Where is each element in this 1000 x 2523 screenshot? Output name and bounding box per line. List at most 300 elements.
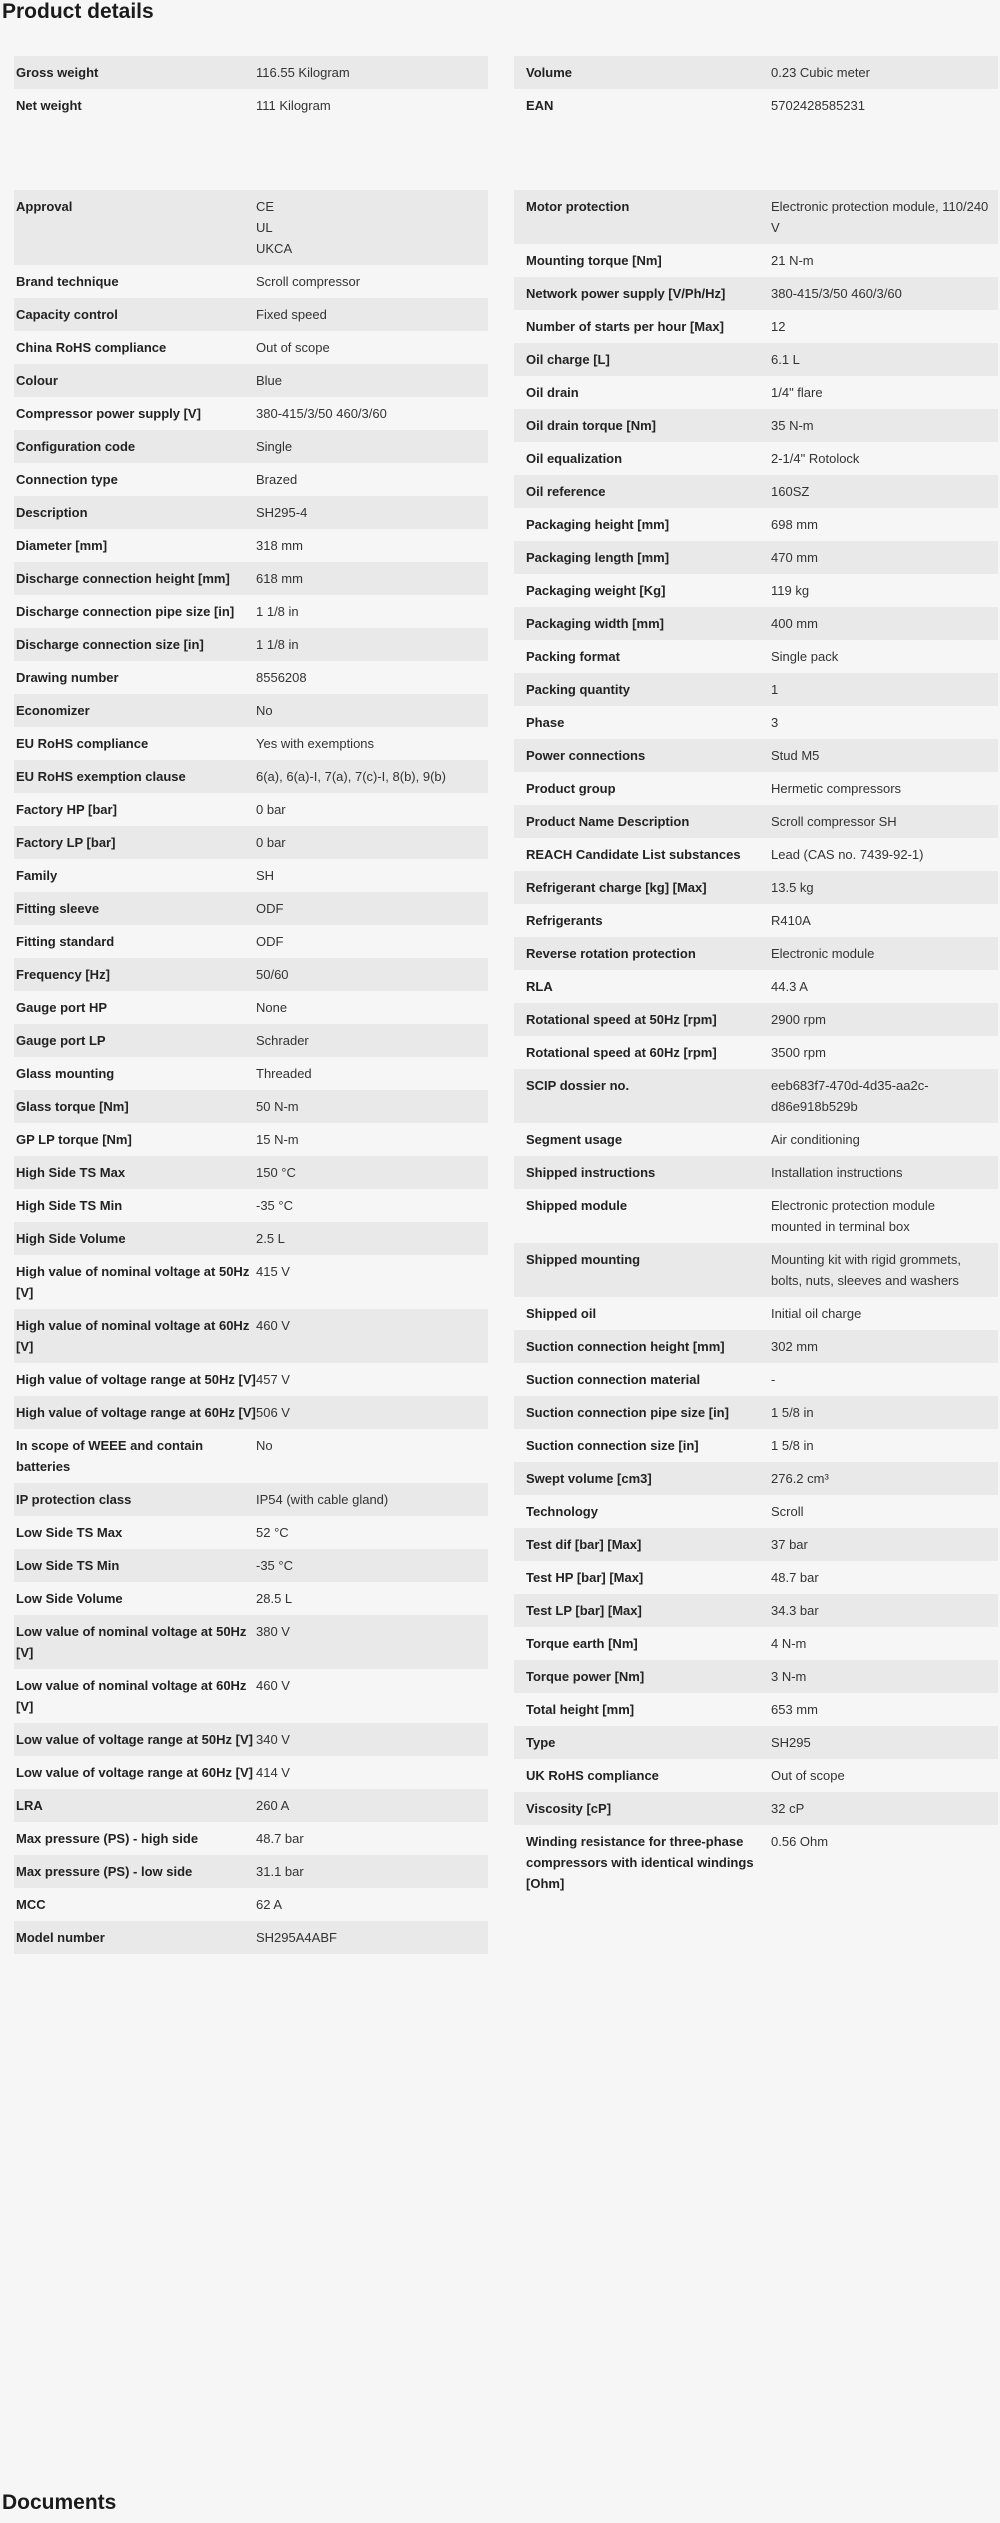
spec-row — [514, 1561, 998, 1594]
spec-row — [14, 89, 488, 122]
spec-label: GP LP torque [Nm] — [16, 1132, 132, 1147]
spec-label: Mounting torque [Nm] — [526, 253, 662, 268]
spec-row — [514, 1726, 998, 1759]
spec-row — [14, 1156, 488, 1189]
specs-right-column — [514, 190, 998, 1900]
spec-row — [514, 1429, 998, 1462]
spec-value: -35 °C — [256, 1198, 293, 1213]
spec-value: 1 1/8 in — [256, 637, 299, 652]
spec-row — [514, 1627, 998, 1660]
spec-row — [14, 1789, 488, 1822]
spec-row — [14, 331, 488, 364]
spec-label: Suction connection height [mm] — [526, 1339, 725, 1354]
spec-label: Packaging weight [Kg] — [526, 583, 666, 598]
spec-row — [14, 190, 488, 265]
spec-row — [514, 871, 998, 904]
spec-label: Low value of nominal voltage at 50Hz [V] — [16, 1624, 247, 1660]
spec-value: 32 cP — [771, 1801, 805, 1816]
spec-label: High value of voltage range at 50Hz [V] — [16, 1372, 256, 1387]
spec-value: 48.7 bar — [771, 1570, 819, 1585]
spec-label: Discharge connection size [in] — [16, 637, 204, 652]
spec-row — [514, 805, 998, 838]
spec-value: 21 N-m — [771, 253, 814, 268]
spec-row — [14, 1822, 488, 1855]
spec-row — [514, 1243, 998, 1297]
spec-row — [14, 760, 488, 793]
spec-value: 260 A — [256, 1798, 290, 1813]
spec-row — [514, 1495, 998, 1528]
spec-value: 1 5/8 in — [771, 1438, 814, 1453]
spec-label: Configuration code — [16, 439, 136, 454]
spec-value: 1/4" flare — [771, 385, 823, 400]
spec-value: CE UL UKCA — [256, 199, 293, 256]
spec-row — [14, 1255, 488, 1309]
spec-row — [514, 1462, 998, 1495]
spec-value: 0 bar — [256, 835, 286, 850]
spec-value: Threaded — [256, 1066, 312, 1081]
spec-value: 414 V — [256, 1765, 290, 1780]
spec-label: LRA — [16, 1798, 43, 1813]
spec-row — [514, 190, 998, 244]
spec-value: 506 V — [256, 1405, 290, 1420]
spec-value: 6(a), 6(a)-I, 7(a), 7(c)-I, 8(b), 9(b) — [256, 769, 446, 784]
spec-row — [14, 1090, 488, 1123]
spec-row — [514, 1330, 998, 1363]
spec-label: Test dif [bar] [Max] — [526, 1537, 642, 1552]
spec-value: 48.7 bar — [256, 1831, 304, 1846]
spec-value: 160SZ — [771, 484, 810, 499]
summary-right-column — [514, 56, 998, 122]
spec-row — [14, 1057, 488, 1090]
spec-label: UK RoHS compliance — [526, 1768, 659, 1783]
spec-label: Family — [16, 868, 58, 883]
spec-row — [514, 277, 998, 310]
spec-value: 0.23 Cubic meter — [771, 65, 870, 80]
spec-value: Installation instructions — [771, 1165, 903, 1180]
spec-value: 698 mm — [771, 517, 818, 532]
spec-row — [14, 1429, 488, 1483]
spec-label: Test LP [bar] [Max] — [526, 1603, 642, 1618]
spec-value: 3 — [771, 715, 779, 730]
spec-value: 0 bar — [256, 802, 286, 817]
spec-row — [14, 892, 488, 925]
spec-label: Reverse rotation protection — [526, 946, 696, 961]
spec-label: Net weight — [16, 98, 82, 113]
spec-row — [514, 1396, 998, 1429]
spec-row — [14, 529, 488, 562]
spec-row — [514, 310, 998, 343]
spec-label: Total height [mm] — [526, 1702, 635, 1717]
spec-label: Motor protection — [526, 199, 630, 214]
spec-label: Power connections — [526, 748, 646, 763]
spec-row — [514, 475, 998, 508]
spec-row — [514, 1363, 998, 1396]
spec-label: Colour — [16, 373, 58, 388]
spec-label: Gross weight — [16, 65, 99, 80]
spec-label: MCC — [16, 1897, 46, 1912]
spec-label: Low Side TS Max — [16, 1525, 123, 1540]
spec-label: Torque power [Nm] — [526, 1669, 645, 1684]
spec-label: Number of starts per hour [Max] — [526, 319, 724, 334]
spec-row — [514, 904, 998, 937]
spec-label: Type — [526, 1735, 556, 1750]
spec-value: 415 V — [256, 1264, 290, 1279]
spec-value: IP54 (with cable gland) — [256, 1492, 389, 1507]
spec-value: Electronic protection module, 110/240 V — [771, 199, 989, 235]
spec-value: Single pack — [771, 649, 839, 664]
spec-row — [514, 442, 998, 475]
spec-label: Economizer — [16, 703, 90, 718]
spec-label: China RoHS compliance — [16, 340, 167, 355]
spec-label: Fitting sleeve — [16, 901, 100, 916]
spec-value: Brazed — [256, 472, 298, 487]
spec-label: Max pressure (PS) - low side — [16, 1864, 193, 1879]
spec-label: EU RoHS compliance — [16, 736, 149, 751]
spec-value: 52 °C — [256, 1525, 289, 1540]
spec-row — [514, 89, 998, 122]
spec-label: Oil charge [L] — [526, 352, 610, 367]
spec-value: 460 V — [256, 1318, 290, 1333]
spec-value: 1 1/8 in — [256, 604, 299, 619]
spec-label: Winding resistance for three-phase compressors with identical windings [Ohm] — [526, 1834, 754, 1891]
spec-label: Approval — [16, 199, 73, 214]
spec-value: 276.2 cm³ — [771, 1471, 829, 1486]
spec-label: Segment usage — [526, 1132, 623, 1147]
spec-value: 653 mm — [771, 1702, 818, 1717]
spec-row — [14, 1549, 488, 1582]
spec-value: Schrader — [256, 1033, 309, 1048]
spec-row — [514, 1069, 998, 1123]
spec-label: Fitting standard — [16, 934, 115, 949]
spec-row — [14, 1756, 488, 1789]
spec-row — [14, 1669, 488, 1723]
spec-value: 5702428585231 — [771, 98, 865, 113]
spec-value: 460 V — [256, 1678, 290, 1693]
documents-heading: Documents — [2, 2491, 117, 2514]
spec-label: Test HP [bar] [Max] — [526, 1570, 644, 1585]
spec-row — [14, 1189, 488, 1222]
spec-label: Viscosity [cP] — [526, 1801, 612, 1816]
spec-label: Low Side TS Min — [16, 1558, 120, 1573]
spec-label: Refrigerant charge [kg] [Max] — [526, 880, 707, 895]
spec-label: SCIP dossier no. — [526, 1078, 630, 1093]
spec-label: Glass mounting — [16, 1066, 115, 1081]
spec-value: No — [256, 703, 273, 718]
spec-row — [514, 1792, 998, 1825]
spec-value: SH295 — [771, 1735, 811, 1750]
spec-label: High value of nominal voltage at 60Hz [V] — [16, 1318, 250, 1354]
spec-row — [14, 1855, 488, 1888]
spec-value: SH295-4 — [256, 505, 308, 520]
spec-label: High value of voltage range at 60Hz [V] — [16, 1405, 256, 1420]
spec-label: Swept volume [cm3] — [526, 1471, 652, 1486]
spec-row — [514, 1036, 998, 1069]
spec-value: 62 A — [256, 1897, 283, 1912]
spec-value: - — [771, 1372, 776, 1387]
spec-label: Packaging length [mm] — [526, 550, 670, 565]
spec-label: Oil drain — [526, 385, 579, 400]
spec-row — [14, 826, 488, 859]
spec-value: 50/60 — [256, 967, 289, 982]
spec-label: Packaging width [mm] — [526, 616, 664, 631]
spec-label: Torque earth [Nm] — [526, 1636, 638, 1651]
spec-row — [514, 607, 998, 640]
spec-row — [14, 1396, 488, 1429]
spec-label: Discharge connection height [mm] — [16, 571, 230, 586]
spec-label: Discharge connection pipe size [in] — [16, 604, 235, 619]
spec-value: 31.1 bar — [256, 1864, 304, 1879]
spec-row — [14, 364, 488, 397]
spec-value: Lead (CAS no. 7439-92-1) — [771, 847, 924, 862]
spec-row — [514, 574, 998, 607]
spec-row — [514, 1660, 998, 1693]
spec-value: Mounting kit with rigid grommets, bolts, nuts, sleeves and washers — [771, 1252, 962, 1288]
spec-row — [14, 1123, 488, 1156]
spec-value: 34.3 bar — [771, 1603, 819, 1618]
spec-label: Suction connection pipe size [in] — [526, 1405, 729, 1420]
spec-row — [514, 1594, 998, 1627]
spec-label: REACH Candidate List substances — [526, 847, 741, 862]
spec-value: 35 N-m — [771, 418, 814, 433]
spec-row — [14, 1888, 488, 1921]
spec-label: Packaging height [mm] — [526, 517, 670, 532]
spec-label: In scope of WEEE and contain batteries — [16, 1438, 204, 1474]
spec-label: High Side TS Max — [16, 1165, 126, 1180]
spec-label: Suction connection material — [526, 1372, 701, 1387]
spec-row — [14, 1582, 488, 1615]
spec-value: 380-415/3/50 460/3/60 — [771, 286, 902, 301]
spec-row — [514, 838, 998, 871]
spec-row — [14, 1516, 488, 1549]
spec-label: Low value of nominal voltage at 60Hz [V] — [16, 1678, 247, 1714]
spec-label: Product group — [526, 781, 616, 796]
spec-row — [14, 595, 488, 628]
spec-value: 15 N-m — [256, 1132, 299, 1147]
spec-row — [514, 772, 998, 805]
spec-row — [14, 1921, 488, 1954]
spec-row — [14, 661, 488, 694]
spec-label: Technology — [526, 1504, 598, 1519]
spec-row — [14, 991, 488, 1024]
spec-row — [514, 376, 998, 409]
spec-row — [514, 706, 998, 739]
spec-row — [14, 1723, 488, 1756]
spec-label: Network power supply [V/Ph/Hz] — [526, 286, 726, 301]
spec-label: Max pressure (PS) - high side — [16, 1831, 199, 1846]
spec-value: ODF — [256, 934, 284, 949]
spec-label: Drawing number — [16, 670, 119, 685]
spec-value: 4 N-m — [771, 1636, 807, 1651]
spec-label: Low Side Volume — [16, 1591, 123, 1606]
spec-label: EU RoHS exemption clause — [16, 769, 186, 784]
spec-label: Description — [16, 505, 88, 520]
spec-label: Rotational speed at 60Hz [rpm] — [526, 1045, 717, 1060]
spec-label: High Side TS Min — [16, 1198, 123, 1213]
spec-row — [14, 1483, 488, 1516]
spec-row — [514, 1825, 998, 1900]
spec-value: SH295A4ABF — [256, 1930, 337, 1945]
spec-row — [514, 937, 998, 970]
spec-value: 44.3 A — [771, 979, 808, 994]
spec-row — [14, 694, 488, 727]
spec-row — [14, 56, 488, 89]
spec-row — [14, 925, 488, 958]
spec-label: Packing format — [526, 649, 620, 664]
spec-row — [14, 727, 488, 760]
spec-value: 50 N-m — [256, 1099, 299, 1114]
spec-value: 1 5/8 in — [771, 1405, 814, 1420]
spec-label: Low value of voltage range at 60Hz [V] — [16, 1765, 253, 1780]
spec-label: Shipped module — [526, 1198, 628, 1213]
spec-value: 380-415/3/50 460/3/60 — [256, 406, 387, 421]
spec-value: 111 Kilogram — [256, 98, 331, 113]
spec-label: EAN — [526, 98, 554, 113]
spec-label: RLA — [526, 979, 553, 994]
spec-row — [514, 1003, 998, 1036]
spec-label: Oil drain torque [Nm] — [526, 418, 656, 433]
spec-row — [14, 1309, 488, 1363]
spec-label: Low value of voltage range at 50Hz [V] — [16, 1732, 253, 1747]
spec-value: 2900 rpm — [771, 1012, 826, 1027]
spec-label: Rotational speed at 50Hz [rpm] — [526, 1012, 717, 1027]
spec-value: Stud M5 — [771, 748, 820, 763]
spec-row — [514, 640, 998, 673]
spec-value: Out of scope — [771, 1768, 845, 1783]
spec-value: 116.55 Kilogram — [256, 65, 350, 80]
spec-label: Factory LP [bar] — [16, 835, 116, 850]
spec-label: Connection type — [16, 472, 118, 487]
spec-row — [514, 1759, 998, 1792]
spec-row — [14, 1615, 488, 1669]
spec-row — [14, 859, 488, 892]
spec-value: 3 N-m — [771, 1669, 807, 1684]
spec-value: eeb683f7-470d-4d35-aa2c-d86e918b529b — [771, 1078, 929, 1114]
spec-value: SH — [256, 868, 275, 883]
spec-value: R410A — [771, 913, 811, 928]
spec-value: Scroll compressor — [256, 274, 361, 289]
spec-value: 119 kg — [771, 583, 810, 598]
spec-label: Gauge port HP — [16, 1000, 108, 1015]
spec-value: 618 mm — [256, 571, 303, 586]
spec-value: Fixed speed — [256, 307, 327, 322]
spec-label: Oil equalization — [526, 451, 623, 466]
spec-value: 302 mm — [771, 1339, 818, 1354]
spec-label: Gauge port LP — [16, 1033, 106, 1048]
spec-value: Hermetic compressors — [771, 781, 902, 796]
spec-label: IP protection class — [16, 1492, 132, 1507]
spec-row — [14, 397, 488, 430]
spec-value: 150 °C — [256, 1165, 296, 1180]
spec-value: Electronic module — [771, 946, 875, 961]
spec-label: Phase — [526, 715, 565, 730]
spec-value: 37 bar — [771, 1537, 808, 1552]
spec-value: 8556208 — [256, 670, 307, 685]
spec-label: Oil reference — [526, 484, 606, 499]
spec-row — [514, 508, 998, 541]
spec-value: Single — [256, 439, 293, 454]
spec-row — [14, 1222, 488, 1255]
spec-row — [514, 1297, 998, 1330]
spec-label: Brand technique — [16, 274, 119, 289]
spec-label: Frequency [Hz] — [16, 967, 110, 982]
spec-value: Initial oil charge — [771, 1306, 862, 1321]
spec-value: Electronic protection module mounted in terminal box — [771, 1198, 936, 1234]
page-title: Product details — [2, 0, 154, 23]
spec-value: 318 mm — [256, 538, 303, 553]
spec-row — [514, 541, 998, 574]
spec-value: No — [256, 1438, 273, 1453]
spec-row — [14, 430, 488, 463]
spec-row — [514, 739, 998, 772]
spec-label: High Side Volume — [16, 1231, 126, 1246]
spec-value: None — [256, 1000, 288, 1015]
spec-value: Out of scope — [256, 340, 330, 355]
spec-row — [514, 56, 998, 89]
spec-row — [514, 244, 998, 277]
spec-value: 28.5 L — [256, 1591, 293, 1606]
spec-label: Glass torque [Nm] — [16, 1099, 129, 1114]
spec-row — [514, 1189, 998, 1243]
spec-value: Blue — [256, 373, 283, 388]
spec-label: Shipped mounting — [526, 1252, 641, 1267]
spec-value: 1 — [771, 682, 779, 697]
spec-value: 13.5 kg — [771, 880, 814, 895]
spec-row — [514, 409, 998, 442]
spec-row — [514, 970, 998, 1003]
spec-label: High value of nominal voltage at 50Hz [V] — [16, 1264, 250, 1300]
spec-value: 380 V — [256, 1624, 290, 1639]
spec-label: Factory HP [bar] — [16, 802, 117, 817]
spec-row — [514, 1156, 998, 1189]
spec-row — [14, 265, 488, 298]
spec-row — [514, 673, 998, 706]
spec-value: 400 mm — [771, 616, 818, 631]
spec-value: 6.1 L — [771, 352, 800, 367]
spec-label: Packing quantity — [526, 682, 631, 697]
spec-value: ODF — [256, 901, 284, 916]
spec-label: Refrigerants — [526, 913, 603, 928]
spec-label: Compressor power supply [V] — [16, 406, 201, 421]
spec-value: Scroll compressor SH — [771, 814, 897, 829]
spec-value: -35 °C — [256, 1558, 293, 1573]
summary-left-column — [14, 56, 488, 122]
spec-label: Shipped instructions — [526, 1165, 656, 1180]
spec-row — [14, 958, 488, 991]
spec-row — [14, 793, 488, 826]
spec-label: Product Name Description — [526, 814, 690, 829]
spec-row — [514, 343, 998, 376]
spec-row — [14, 562, 488, 595]
spec-row — [14, 1363, 488, 1396]
spec-row — [514, 1528, 998, 1561]
spec-value: 457 V — [256, 1372, 290, 1387]
spec-value: Scroll — [771, 1504, 804, 1519]
spec-row — [14, 496, 488, 529]
spec-value: Air conditioning — [771, 1132, 860, 1147]
spec-value: 470 mm — [771, 550, 818, 565]
spec-value: 0.56 Ohm — [771, 1834, 829, 1849]
spec-row — [14, 463, 488, 496]
spec-row — [514, 1123, 998, 1156]
spec-label: Diameter [mm] — [16, 538, 108, 553]
spec-row — [14, 628, 488, 661]
spec-label: Shipped oil — [526, 1306, 597, 1321]
spec-row — [14, 298, 488, 331]
spec-label: Model number — [16, 1930, 105, 1945]
spec-label: Suction connection size [in] — [526, 1438, 699, 1453]
spec-label: Capacity control — [16, 307, 118, 322]
spec-value: Yes with exemptions — [256, 736, 375, 751]
